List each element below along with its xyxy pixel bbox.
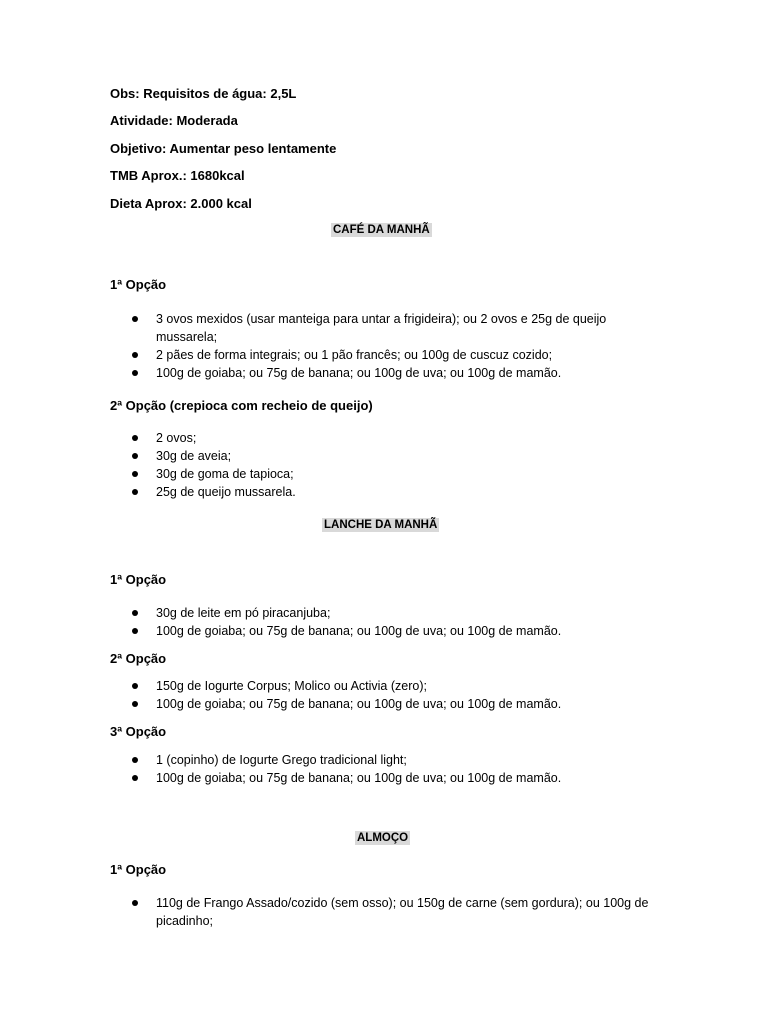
list-item: 100g de goiaba; ou 75g de banana; ou 100g de uva; ou 100g de mamão. — [110, 695, 650, 713]
heading-lanche-da-manha: LANCHE DA MANHÃ — [324, 519, 438, 531]
lanche-option-2-list — [110, 677, 650, 713]
lanche-option-1-list — [110, 604, 650, 640]
list-item: 30g de aveia; — [110, 447, 650, 465]
list-item: 30g de goma de tapioca; — [110, 465, 650, 483]
list-item: 2 ovos; — [110, 429, 650, 447]
almoco-option-1-list — [110, 894, 650, 930]
list-item: 150g de Iogurte Corpus; Molico ou Activia (zero); — [110, 677, 650, 695]
lanche-option-3-label: 3ª Opção — [110, 724, 167, 739]
list-item: 100g de goiaba; ou 75g de banana; ou 100g de uva; ou 100g de mamão. — [110, 364, 650, 382]
list-item: 110g de Frango Assado/cozido (sem osso); ou 150g de carne (sem gordura); ou 100g de picadinho; — [110, 894, 650, 930]
activity-level: Atividade: Moderada — [110, 113, 238, 128]
water-requirement: Obs: Requisitos de água: 2,5L — [110, 86, 297, 101]
list-item: 2 pães de forma integrais; ou 1 pão francês; ou 100g de cuscuz cozido; — [110, 346, 650, 364]
list-item: 1 (copinho) de Iogurte Grego tradicional light; — [110, 751, 650, 769]
list-item: 3 ovos mexidos (usar manteiga para untar a frigideira); ou 2 ovos e 25g de queijo mussarela; — [110, 310, 650, 346]
list-item: 100g de goiaba; ou 75g de banana; ou 100g de uva; ou 100g de mamão. — [110, 622, 650, 640]
tmb: TMB Aprox.: 1680kcal — [110, 168, 245, 183]
list-item: 25g de queijo mussarela. — [110, 483, 650, 501]
diet-kcal: Dieta Aprox: 2.000 kcal — [110, 196, 252, 211]
heading-cafe-da-manha: CAFÉ DA MANHÃ — [333, 224, 430, 236]
cafe-option-2-label: 2ª Opção (crepioca com recheio de queijo) — [110, 398, 373, 413]
cafe-option-1-label: 1ª Opção — [110, 277, 167, 292]
lanche-option-3-list — [110, 751, 650, 787]
almoco-option-1-label: 1ª Opção — [110, 862, 167, 877]
heading-almoco: ALMOÇO — [357, 832, 409, 844]
cafe-option-1-list — [110, 310, 650, 382]
goal: Objetivo: Aumentar peso lentamente — [110, 141, 337, 156]
list-item: 100g de goiaba; ou 75g de banana; ou 100g de uva; ou 100g de mamão. — [110, 769, 650, 787]
cafe-option-2-list — [110, 429, 650, 501]
lanche-option-1-label: 1ª Opção — [110, 572, 167, 587]
list-item: 30g de leite em pó piracanjuba; — [110, 604, 650, 622]
lanche-option-2-label: 2ª Opção — [110, 651, 167, 666]
